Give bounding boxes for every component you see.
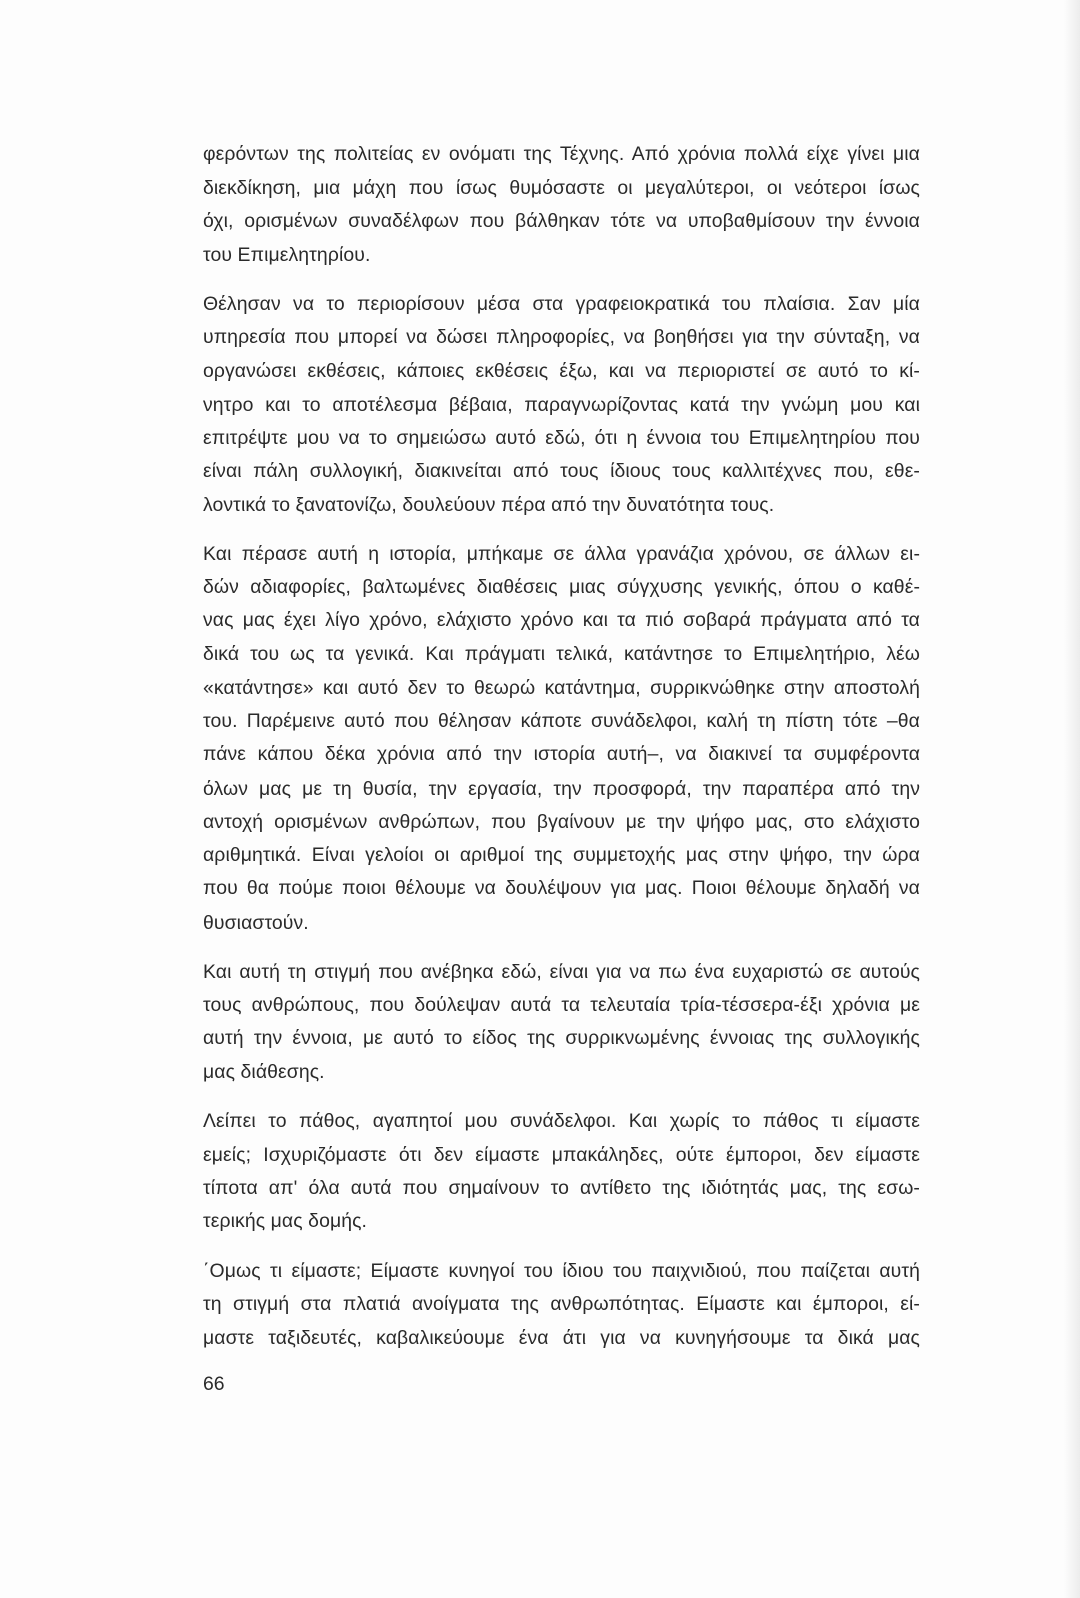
text-line: οργανώσει εκθέσεις, κάποιες εκθέσεις έξω, και να περιοριστεί σε αυτό το κί- <box>203 360 920 382</box>
text-line: νητρο και το αποτέλεσμα βέβαια, παραγνωρίζοντας κατά την γνώμη μου και <box>203 394 920 416</box>
text-line: είναι πάλη συλλογική, διακινείται από τους ίδιους τους καλλιτέχνες που, εθε- <box>203 460 920 482</box>
text-line: τερικής μας δομής. <box>203 1210 368 1232</box>
text-line: εμείς; Ισχυριζόμαστε ότι δεν είμαστε μπακάληδες, ούτε έμποροι, δεν είμαστε <box>203 1144 920 1166</box>
text-line: πάνε κάπου δέκα χρόνια από την ιστορία αυτή–, να διακινεί τα συμφέροντα <box>203 743 920 765</box>
text-line: θυσιαστούν. <box>203 912 309 934</box>
text-line: του Επιμελητηρίου. <box>203 244 371 266</box>
text-line: δών αδιαφορίες, βαλτωμένες διαθέσεις μιας σύγχυσης γενικής, όπου ο καθέ- <box>203 576 920 598</box>
text-line: Και πέρασε αυτή η ιστορία, μπήκαμε σε άλλα γρανάζια χρόνου, σε άλλων ει- <box>203 543 920 565</box>
text-line: υπηρεσία που μπορεί να δώσει πληροφορίες, να βοηθήσει για την σύνταξη, να <box>203 326 920 348</box>
text-line: επιτρέψτε μου να το σημειώσω αυτό εδώ, ότι η έννοια του Επιμελητηρίου που <box>203 427 920 449</box>
text-line: μας διάθεσης. <box>203 1061 325 1083</box>
text-line: διεκδίκηση, μια μάχη που ίσως θυμόσαστε οι μεγαλύτεροι, οι νεότεροι ίσως <box>203 177 920 199</box>
text-line: όλων μας με τη θυσία, την εργασία, την προσφορά, την παραπέρα από την <box>203 778 920 800</box>
text-line: «κατάντησε» και αυτό δεν το θεωρώ κατάντημα, συρρικνώθηκε στην αποστολή <box>203 677 920 699</box>
text-line: αριθμητικά. Είναι γελοίοι οι αριθμοί της συμμετοχής μας στην ψήφο, την ώρα <box>203 844 920 866</box>
text-line: μαστε ταξιδευτές, καβαλικεύουμε ένα άτι για να κυνηγήσουμε τα δικά μας <box>203 1327 920 1349</box>
text-line: τη στιγμή στα πλατιά ανοίγματα της ανθρωπότητας. Είμαστε και έμποροι, εί- <box>203 1293 920 1315</box>
text-line: του. Παρέμεινε αυτό που θέλησαν κάποτε συνάδελφοι, καλή τη πίστη τότε –θα <box>203 710 920 732</box>
text-line: αντοχή ορισμένων ανθρώπων, που βγαίνουν με την ψήφο μας, στο ελάχιστο <box>203 811 920 833</box>
text-line: όχι, ορισμένων συναδέλφων που βάλθηκαν τότε να υποβαθμίσουν την έννοια <box>203 210 920 232</box>
text-line: δικά του ως τα γενικά. Και πράγματι τελικά, κατάντησε το Επιμελητήριο, λέω <box>203 643 920 665</box>
page-number: 66 <box>203 1373 225 1395</box>
text-line: Θέλησαν να το περιορίσουν μέσα στα γραφειοκρατικά του πλαίσια. Σαν μία <box>203 293 920 315</box>
text-line: φερόντων της πολιτείας εν ονόματι της Τέχνης. Από χρόνια πολλά είχε γίνει μια <box>203 143 920 165</box>
text-line: τίποτα απ' όλα αυτά που σημαίνουν το αντίθετο της ιδιότητάς μας, της εσω- <box>203 1177 920 1199</box>
text-line: Και αυτή τη στιγμή που ανέβηκα εδώ, είναι για να πω ένα ευχαριστώ σε αυτούς <box>203 961 920 983</box>
text-line: Λείπει το πάθος, αγαπητοί μου συνάδελφοι. Και χωρίς το πάθος τι είμαστε <box>203 1110 920 1132</box>
text-line: που θα πούμε ποιοι θέλουμε να δουλέψουν για μας. Ποιοι θέλουμε δηλαδή να <box>203 877 920 899</box>
page-edge-shadow <box>1064 0 1080 1598</box>
text-line: αυτή την έννοια, με αυτό το είδος της συρρικνωμένης έννοιας της συλλογικής <box>203 1027 920 1049</box>
text-line: λοντικά το ξανατονίζω, δουλεύουν πέρα από την δυνατότητα τους. <box>203 494 775 516</box>
text-line: νας μας έχει λίγο χρόνο, ελάχιστο χρόνο και τα πιό σοβαρά πράγματα από τα <box>203 609 920 631</box>
text-line: τους ανθρώπους, που δούλεψαν αυτά τα τελευταία τρία-τέσσερα-έξι χρόνια με <box>203 994 920 1016</box>
text-line: ΄Ομως τι είμαστε; Είμαστε κυνηγοί του ίδιου του παιχνιδιού, που παίζεται αυτή <box>203 1260 920 1282</box>
